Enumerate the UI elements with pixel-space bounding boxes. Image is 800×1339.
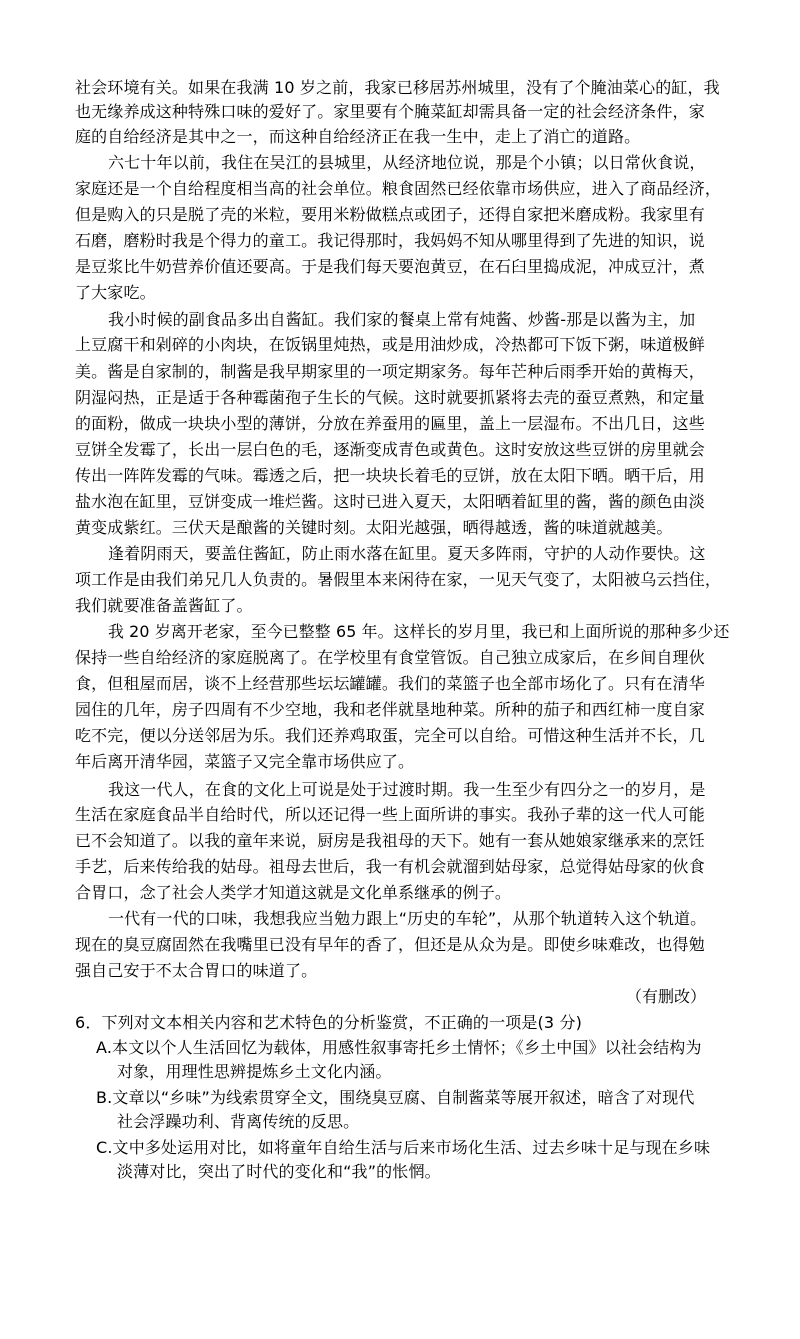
article-line: 我这一代人，在食的文化上可说是处于过渡时期。我一生至少有四分之一的岁月，是 — [108, 780, 706, 799]
article-line: 了大家吃。 — [75, 283, 156, 302]
edited-note: （有删改） — [626, 987, 707, 1006]
article-line: 食，但租屋而居，谈不上经营那些坛坛罐罐。我们的菜篮子也全部市场化了。只有在清华 — [75, 674, 705, 693]
option-b-cont: 社会浮躁功利、背离传统的反思。 — [117, 1112, 360, 1131]
option-c: C.文中多处运用对比，如将童年自给生活与后来市场化生活、过去乡味十足与现在乡味 — [96, 1138, 711, 1157]
article-line: 已不会知道了。以我的童年来说，厨房是我祖母的天下。她有一套从她娘家继承来的烹饪 — [75, 831, 705, 850]
article-line: 黄变成紫红。三伏天是酿酱的关键时刻。太阳光越强，晒得越透，酱的味道就越美。 — [75, 518, 673, 537]
article-line: 年后离开清华园，菜篮子又完全靠市场供应了。 — [75, 752, 415, 771]
option-c-cont: 淡薄对比，突出了时代的变化和“我”的怅惘。 — [117, 1162, 441, 1181]
article-line: 生活在家庭食品半自给时代，所以还记得一些上面所讲的事实。我孙子辈的这一代人可能 — [75, 805, 705, 824]
article-line: 石磨，磨粉时我是个得力的童工。我记得那时，我妈妈不知从哪里得到了先进的知识，说 — [75, 231, 705, 250]
article-line: 我小时候的副食品多出自酱缸。我们家的餐桌上常有炖酱、炒酱-那是以酱为主，加 — [108, 310, 696, 329]
article-line: 六七十年以前，我住在吴江的县城里，从经济地位说，那是个小镇；以日常伙食说， — [108, 153, 706, 172]
article-line: 盐水泡在缸里，豆饼变成一堆烂酱。这时已进入夏天，太阳晒着缸里的酱，酱的颜色由淡 — [75, 492, 705, 511]
option-b: B.文章以“乡味”为线索贯穿全文，围绕臭豆腐、自制酱菜等展开叙述，暗含了对现代 — [96, 1088, 695, 1107]
article-line: 手艺，后来传给我的姑母。祖母去世后，我一有机会就溜到姑母家，总觉得姑母家的伙食 — [75, 857, 705, 876]
article-line: 一代有一代的口味，我想我应当勉力跟上“历史的车轮”，从那个轨道转入这个轨道。 — [108, 909, 707, 928]
article-line: 传出一阵阵发霉的气味。霉透之后，把一块块长着毛的豆饼，放在太阳下晒。晒干后，用 — [75, 466, 705, 485]
article-line: 吃不完，便以分送邻居为乐。我们还养鸡取蛋，完全可以自给。可惜这种生活并不长，几 — [75, 726, 705, 745]
article-line: 但是购入的只是脱了壳的米粒，要用米粉做糕点或团子，还得自家把米磨成粉。我家里有 — [75, 205, 705, 224]
article-line: 我 20 岁离开老家，至今已整整 65 年。这样长的岁月里，我已和上面所说的那种多少还 — [108, 622, 730, 641]
article-line: 阴湿闷热，正是适于各种霉菌孢子生长的气候。这时就要抓紧将去壳的蚕豆煮熟，和定量 — [75, 388, 705, 407]
question-stem: 6．下列对文本相关内容和艺术特色的分析鉴赏，不正确的一项是(3 分) — [75, 1013, 583, 1032]
article-line: 合胃口，念了社会人类学才知道这就是文化单系继承的例子。 — [75, 883, 512, 902]
article-line: 社会环境有关。如果在我满 10 岁之前，我家已移居苏州城里，没有了个腌油菜心的缸，我 — [75, 78, 720, 97]
article-line: 庭的自给经济是其中之一，而这种自给经济正在我一生中，走上了消亡的道路。 — [75, 127, 641, 146]
article-line: 园住的几年，房子四周有不少空地，我和老伴就垦地种菜。所种的茄子和西红柿一度自家 — [75, 700, 705, 719]
option-a-cont: 对象，用理性思辨提炼乡土文化内涵。 — [117, 1062, 392, 1081]
article-line: 现在的臭豆腐固然在我嘴里已没有早年的香了，但还是从众为是。即使乡味难改，也得勉 — [75, 935, 705, 954]
article-line: 项工作是由我们弟兄几人负责的。暑假里本来闲待在家，一见天气变了，太阳被乌云挡住， — [75, 570, 722, 589]
article-line: 豆饼全发霉了，长出一层白色的毛，逐渐变成青色或黄色。这时安放这些豆饼的房里就会 — [75, 440, 705, 459]
article-line: 美。酱是自家制的，制酱是我早期家里的一项定期家务。每年芒种后雨季开始的黄梅天， — [75, 362, 705, 381]
article-line: 强自己安于不太合胃口的味道了。 — [75, 961, 318, 980]
article-line: 是豆浆比牛奶营养价值还要高。于是我们每天要泡黄豆，在石臼里捣成泥，冲成豆汁，煮 — [75, 257, 705, 276]
article-line: 我们就要准备盖酱缸了。 — [75, 596, 253, 615]
article-line: 的面粉，做成一块块小型的薄饼，分放在养蚕用的匾里，盖上一层湿布。不出几日，这些 — [75, 414, 705, 433]
article-line: 也无缘养成这种特殊口味的爱好了。家里要有个腌菜缸却需具备一定的社会经济条件，家 — [75, 102, 705, 121]
article-line: 上豆腐干和剁碎的小肉块，在饭锅里炖热，或是用油炒成，冷热都可下饭下粥，味道极鲜 — [75, 335, 705, 354]
article-line: 保持一些自给经济的家庭脱离了。在学校里有食堂管饭。自己独立成家后，在乡间自理伙 — [75, 648, 705, 667]
article-line: 家庭还是一个自给程度相当高的社会单位。粮食固然已经依靠市场供应，进入了商品经济， — [75, 179, 722, 198]
article-line: 逢着阴雨天，要盖住酱缸，防止雨水落在缸里。夏天多阵雨，守护的人动作要快。这 — [108, 544, 706, 563]
option-a: A.本文以个人生活回忆为载体，用感性叙事寄托乡土情怀；《乡土中国》以社会结构为 — [96, 1038, 702, 1057]
